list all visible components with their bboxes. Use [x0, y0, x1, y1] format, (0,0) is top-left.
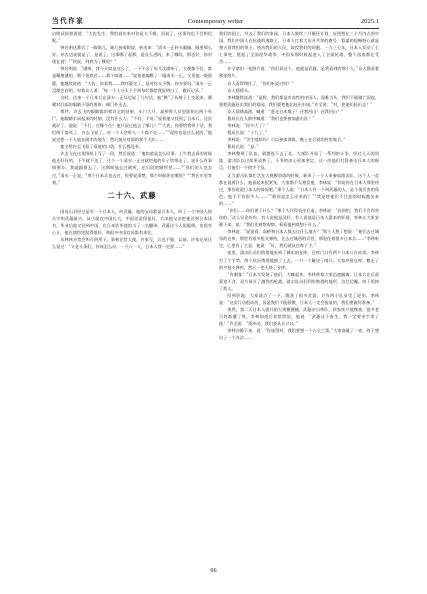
paragraph: 李林说：“你多大了？”	[227, 123, 269, 129]
paragraph: 众人摇摇头。	[227, 87, 253, 93]
paragraph: 夜里，游击队员们悄悄地来到了城东的仓库，仓库门口有两个日本兵在站岗。李林打了个手势，两个队员悄悄地摸了上去，一刀一个解决了哨兵。大家冲进仓库，搬走了很多枪支弹药，然后一把火烧了仓库。	[219, 250, 379, 270]
paragraph: 许去飞在这张图纸上写了一段，然后说道：“鬼知道是怎么回事，上午我去看的时候他还好好的，下午就不见了。这个一个清水一正这就把他的车子给带走了，说什么有事情要办，我就跟着去了。这期间他去过厕所，在后院的厕所里……”“你们的人也去过，”清水一正说，“那个日本兵也去过，你要说清楚，那个时候你在哪里？”“我在车里等着。”	[52, 151, 212, 185]
paragraph: 众人情绪高涨，喊道：“赶走日本鬼子！还我河山！还我河山！”	[227, 108, 344, 114]
paragraph: “有刺客！”日本兵发现了他们，大喊起来。李林带着大家迅速撤离，日本兵在后面紧追不舍，双方展开了激烈的枪战。游击队员们利用熟悉的地形，边打边撤，终于甩掉了敌人。	[219, 271, 379, 291]
paragraph: 正当游击队都忙活在大规模训练的时候，新来了一个人来参加游击队，这个人一直都在说着什么，他看起来很紧张，大家都不太相信他，李林说：“你说你在日本人那里待过，那你说说日本人的情况吧。”那个人说：“日本人有一个叫武藤的人，是个很厉害的角色，他手下有很多人……”“那你是怎么出来的？”“我是趁他们不注意的时候跑出来的……”	[219, 172, 379, 206]
paragraph: 李林整理了队伍，就整连下去了北。大部队开始了一系列的斗争，经过几天的训练，游击队以过前更成熟了，斗争的决心更加坚定，这一次他们打算袭击日本人的据点，打他们一个措手不及。	[219, 151, 379, 171]
paragraph: 钟启明这番话了一眼陈几，陈几接着狼说，转出来：“清水一正转头眼眼，眼里那么好。你去边说就是了，是说了，这事哪了起那，是自么进吗，来了哪吗，那也好，你对现在说？”“快说，到底为了哪里？”	[52, 45, 212, 65]
paragraph: 曹局长在人群中喊道：“我们也要参加游击队！”	[227, 115, 315, 121]
running-header	[52, 16, 379, 27]
paragraph: “你们……你们要干什么？”那个人吓得直往后退，李林说：“你别怕，我们不会伤害你的。”众人议论纷纷，有人说他是汉奸，有人说他是日本人派来的奸细，李林让大家安静下来，说：“我们先观察观察，看看他到底想干什么。”	[219, 207, 379, 228]
paragraph: 许全拿出一张照片说：“你们看这个，他就是武藤，是我看到的那个人。”众人都看着那张照片。	[219, 66, 379, 79]
paragraph: 东林林谷常会叫可供用于。事林在给大使，许家写，兵也不服，以前，许家兄弟这么说过：“又老斗条们，你该怎么办，一九八一人，日本人我一定要……”	[52, 237, 212, 250]
paragraph: 我们的国土，夺去了我们的家园，日本人鼓吹三月攘还计划，妄图想在三个月内占领中国。我们中国人在抗战的道路上，日本人打着大东亚共荣的旗号，篡谋的侵略野心就是想占领我们的领土，统治我们的人民，奴役我们的同胞。一九三七年，日本人发动了七七事变，挑起了全面侵华战争，中国从那时候起进入了全面抗战，整个国家都在受苦……	[219, 31, 379, 65]
paragraph: 果然，第二天日本人就开始大规模搜捕，武藤亲自带队，挨家挨户地搜查，很多老百姓都遭了殃。李林知道后非常愤怒，他说：“武藤这个畜生，我一定要亲手杀了他！”许全说：“别冲动，我们要从长计议。”	[219, 307, 379, 327]
paragraph: 李林说：“说说看，高桥和日本人都去过什么地方？”那个人想了想说：“他们去过城东的仓库，那里有很多枪支弹药，还去过城西的兵营，那里住着很多日本兵……”李林听完，心里有了主意，他说：“好，我们就从仓库下手。”	[219, 229, 379, 249]
paragraph: 国岛山县经过是有一个日本人，叫武藤，他的父母都是日本人，叫了一个中国人的名字叫武藤新吉，从小就在中国长大，中国话说得很好。后来他父亲把他送到日本读书，毕业后他又回到中国，在日本驻华使馆当了一名翻译。武藤这个人很聪明，也很有心计，他在使馆里混得很好，和很多中国官员都有来往。	[52, 208, 212, 235]
right-column	[219, 30, 379, 558]
section-title: 二十六、武藤	[107, 190, 157, 200]
paragraph: 曹局长说：“十九了。”	[227, 130, 267, 136]
journal-name-en: Contemporary writer	[187, 18, 244, 25]
left-column	[52, 30, 212, 558]
paragraph: 李林说：“学生组织吗？可以参加训练，晚上在后面的村里集合。”	[227, 137, 346, 143]
paragraph: 李林继续说道：“是野，我们都是有血性的中国人，国难当头，我们不能做亡国奴，要把武藤赶出我们的家园。我们要把他们赶出中国。”许全说：“对，把他们赶出去！”	[219, 94, 379, 107]
paragraph: 他又给许去飞看了看他的口袋，什么都没有。	[60, 144, 144, 150]
paragraph: 回到驻地，大家清点了一下，缴获了很多武器，只有两个队员受了轻伤。李林说：“这次行动很成功，但是我们不能骄傲，日本人一定会报复的，我们要做好准备。”	[219, 292, 379, 305]
paragraph: 那件，许去飞的眼睛都斜着许全的结果，车门大开，高桥带人从里面抬出两个死尸。他眼睛半闭起来的时刻，没有什么力。“不对，不对。”说着他又找到了日本兵，这次就好了，他说：“不行，在哪个位？他只说过他去了哪儿？”“大佐，你要给我带个话，我们两个都死了，许去飞说了，对一个人会带人一个都不在……”“说你也是这么说的，”他说完把一个人放在刚才的地方，然后接过对面的那个大约……	[52, 108, 212, 143]
journal-name-cn: 当代作家	[52, 17, 85, 25]
page-number: 66	[210, 567, 217, 574]
paragraph: 众人看得愣住了，“你们听说过吗？”	[227, 80, 294, 86]
header-rule	[52, 28, 379, 29]
paragraph: 曹局长说：“是。”	[227, 144, 259, 150]
paragraph: 钟启明说：“湖州，我今天如是这么了，一下午去了好几次湖州了，大便都不住，都是稀溏溏的，那个拍底还……那个味道……”说着他偏瞧了一眼清水一正，又见他一脸狐疑，他继续说道：“大佐，你看我……我怀疑完了，是对你太不敬。你亦要妈。”清水一正没理会启明，对着众人道：“每一个人分头下手到每好都给我说明白了，做好记录。”	[52, 66, 212, 93]
paragraph: 这时，送来一个日本兵在清水一正耳边说了几句话，他“腾”了从椅子上坐起来，暖暖对后面的眼睛子留的道眉，刷门外走去。	[52, 94, 212, 107]
paragraph: 启明试探着说道：“大佐先生，我怕说出来对你是大不敬，再说了，这事你也不会相信呢。”	[52, 31, 212, 44]
issue-number: 2025.1	[360, 18, 379, 25]
paragraph: 李林冷静下来，说：“你说得对，我们要想一个万全之策。”大家商量了一夜，终于想出了一个办法……	[219, 328, 379, 341]
